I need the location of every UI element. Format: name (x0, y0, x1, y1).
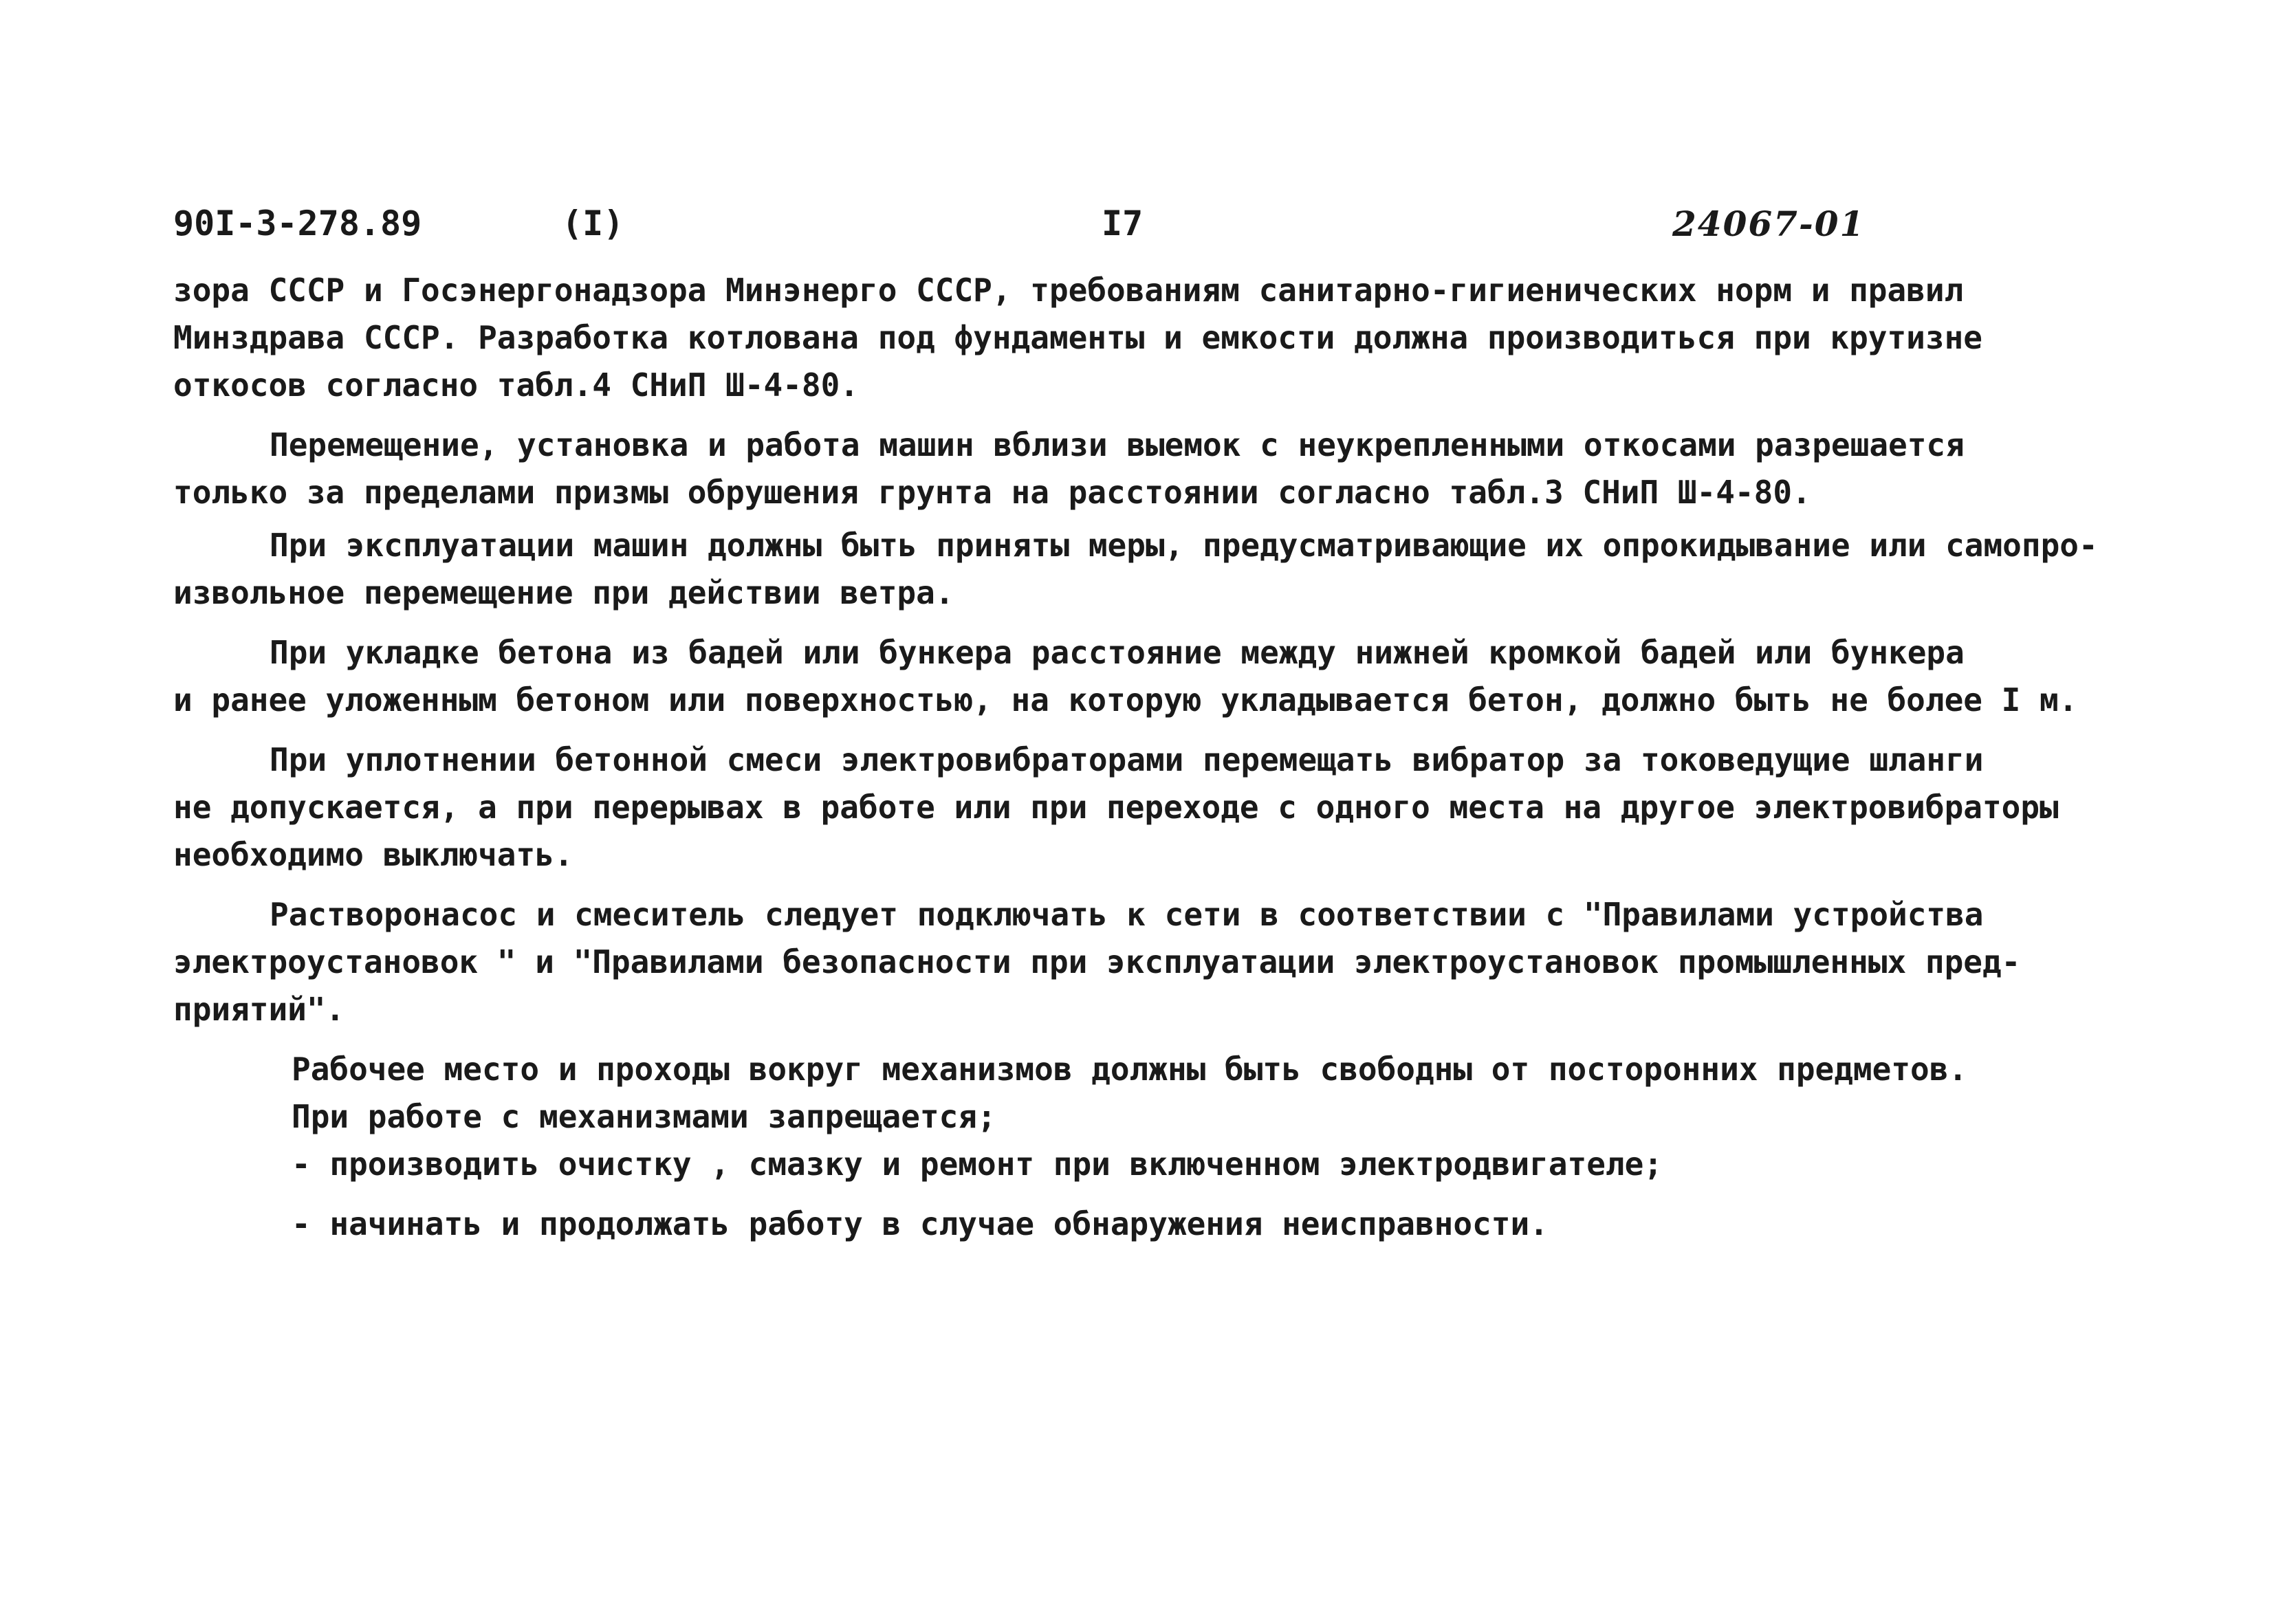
text-line: и ранее уложенным бетоном или поверхностью, на которую укладывается бетон, должно быть не более I м. (173, 681, 2078, 718)
paragraph-7 (173, 1046, 2167, 1188)
document-code: 90I-3-278.89 (173, 204, 422, 243)
text-line: При уплотнении бетонной смеси электровибраторами перемещать вибратор за токоведущие шланги (270, 741, 1984, 778)
paragraph-8 (173, 1200, 2167, 1248)
paragraph-3 (173, 522, 2167, 617)
text-line: приятий". (173, 991, 345, 1028)
text-line: Минздрава СССР. Разработка котлована под фундаменты и емкости должна производиться при крутизне (173, 319, 1982, 356)
text-line: необходимо выключать. (173, 836, 573, 873)
text-line: не допускается, а при перерывах в работе или при переходе с одного места на другое электровибраторы (173, 789, 2059, 826)
list-item: - производить очистку , смазку и ремонт при включенном электродвигателе; (292, 1145, 1663, 1183)
handwritten-reference-number: 24067-01 (1672, 204, 1866, 244)
text-line: извольное перемещение при действии ветра. (173, 574, 954, 611)
text-line: зора СССР и Госэнергонадзора Минэнерго СССР, требованиям санитарно-гигиенических норм и правил (173, 272, 1964, 309)
text-line: При работе с механизмами запрещается; (292, 1098, 996, 1135)
list-item: - начинать и продолжать работу в случае обнаружения неисправности. (292, 1205, 1549, 1242)
text-line: электроустановок " и "Правилами безопасности при эксплуатации электроустановок промышленных пред- (173, 943, 2021, 980)
text-line: Растворонасос и смеситель следует подключать к сети в соответствии с "Правилами устройства (270, 896, 1984, 933)
paragraph-4 (173, 629, 2167, 724)
text-line: При эксплуатации машин должны быть приняты меры, предусматривающие их опрокидывание или самопро- (270, 527, 2098, 564)
text-line: откосов согласно табл.4 СНиП Ш-4-80. (173, 366, 859, 404)
paragraph-2 (173, 421, 2167, 516)
page-number: I7 (1102, 204, 1144, 243)
paragraph-6 (173, 891, 2167, 1033)
text-line: только за пределами призмы обрушения грунта на расстоянии согласно табл.3 СНиП Ш-4-80. (173, 474, 1811, 511)
page-header (173, 204, 2099, 252)
text-line: При укладке бетона из бадей или бункера расстояние между нижней кромкой бадей или бункера (270, 634, 1965, 671)
text-line: Рабочее место и проходы вокруг механизмов должны быть свободны от посторонних предметов. (292, 1051, 1968, 1088)
document-part: (I) (562, 204, 624, 243)
document-body (173, 267, 2167, 1248)
paragraph-5 (173, 736, 2167, 879)
text-line: Перемещение, установка и работа машин вблизи выемок с неукрепленными откосами разрешается (270, 426, 1965, 463)
paragraph-1 (173, 267, 2167, 409)
